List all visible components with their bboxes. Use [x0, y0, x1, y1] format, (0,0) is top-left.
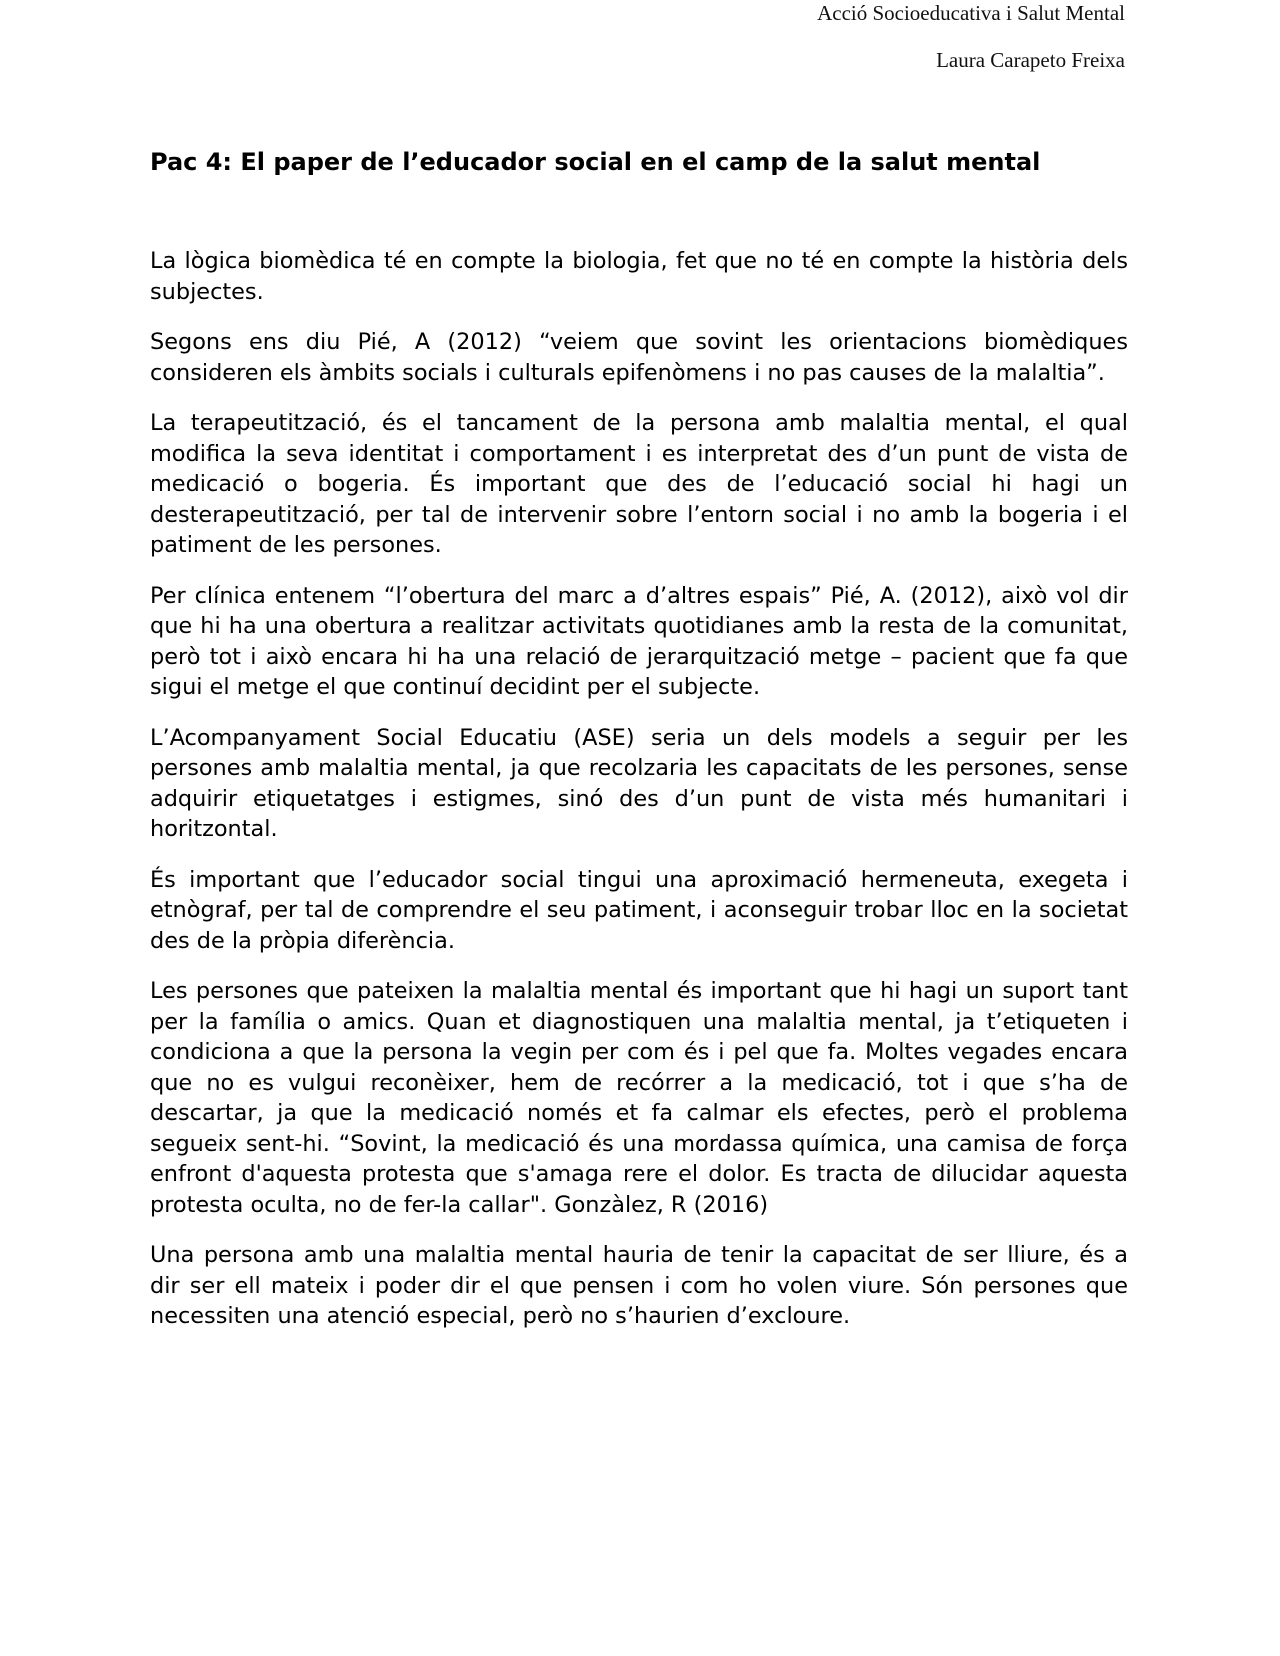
paragraph: Per clínica entenem “l’obertura del marc a d’altres espais” Pié, A. (2012), això vol dir que hi ha una obertura a realitzar activitats quotidianes amb la resta de la comunitat, però tot i això encara hi ha una relació de jerarquització metge – pacient que fa que sigui el metge el que continuí decidint per el subjecte. — [150, 582, 1128, 700]
paragraph: És important que l’educador social tingui una aproximació hermeneuta, exegeta i etnògraf, per tal de comprendre el seu patiment, i aconseguir trobar lloc en la societat des de la pròpia diferència. — [150, 866, 1128, 954]
document-title: Pac 4: El paper de l’educador social en el camp de la salut mental — [150, 148, 1041, 176]
paragraph: Segons ens diu Pié, A (2012) “veiem que sovint les orientacions biomèdiques consideren els àmbits socials i culturals epifenòmens i no pas causes de la malaltia”. — [150, 329, 1128, 386]
paragraph: La terapeutització, és el tancament de la persona amb malaltia mental, el qual modifica la seva identitat i comportament i es interpretat des d’un punt de vista de medicació o bogeria. És important que des de l’educació social hi hagi un desterapeutització, per tal de intervenir sobre l’entorn social i no amb la bogeria i el patiment de les persones. — [150, 410, 1128, 558]
header-course-name: Acció Socioeducativa i Salut Mental — [817, 1, 1125, 25]
paragraph: Una persona amb una malaltia mental hauria de tenir la capacitat de ser lliure, és a dir ser ell mateix i poder dir el que pensen i com ho volen viure. Són persones que necessiten una atenció especial, però no s’haurien d’excloure. — [150, 1242, 1128, 1329]
paragraph: L’Acompanyament Social Educatiu (ASE) seria un dels models a seguir per les persones amb malaltia mental, ja que recolzaria les capacitats de les persones, sense adquirir etiquetatges i estigmes, sinó des d’un punt de vista més humanitari i horitzontal. — [150, 724, 1128, 842]
paragraph: Les persones que pateixen la malaltia mental és important que hi hagi un suport tant per la família o amics. Quan et diagnostiquen una malaltia mental, ja t’etiqueten i condiciona a que la persona la vegin per com és i pel que fa. Moltes vegades encara que no es vulgui reconèixer, hem de recórrer a la medicació, tot i que s’ha de descartar, ja que la medicació només et fa calmar els efectes, però el problema segueix sent-hi. “Sovint, la medicació és una mordassa química, una camisa de força enfront d'aquesta protesta que s'amaga rere el dolor. Es tracta de dilucidar aquesta protesta oculta, no de fer-la callar". Gonzàlez, R (2016) — [150, 978, 1128, 1218]
page-header — [817, 0, 1125, 71]
header-author-name: Laura Carapeto Freixa — [936, 48, 1125, 72]
document-body — [150, 246, 1128, 1352]
paragraph: La lògica biomèdica té en compte la biologia, fet que no té en compte la història dels subjectes. — [150, 248, 1128, 305]
